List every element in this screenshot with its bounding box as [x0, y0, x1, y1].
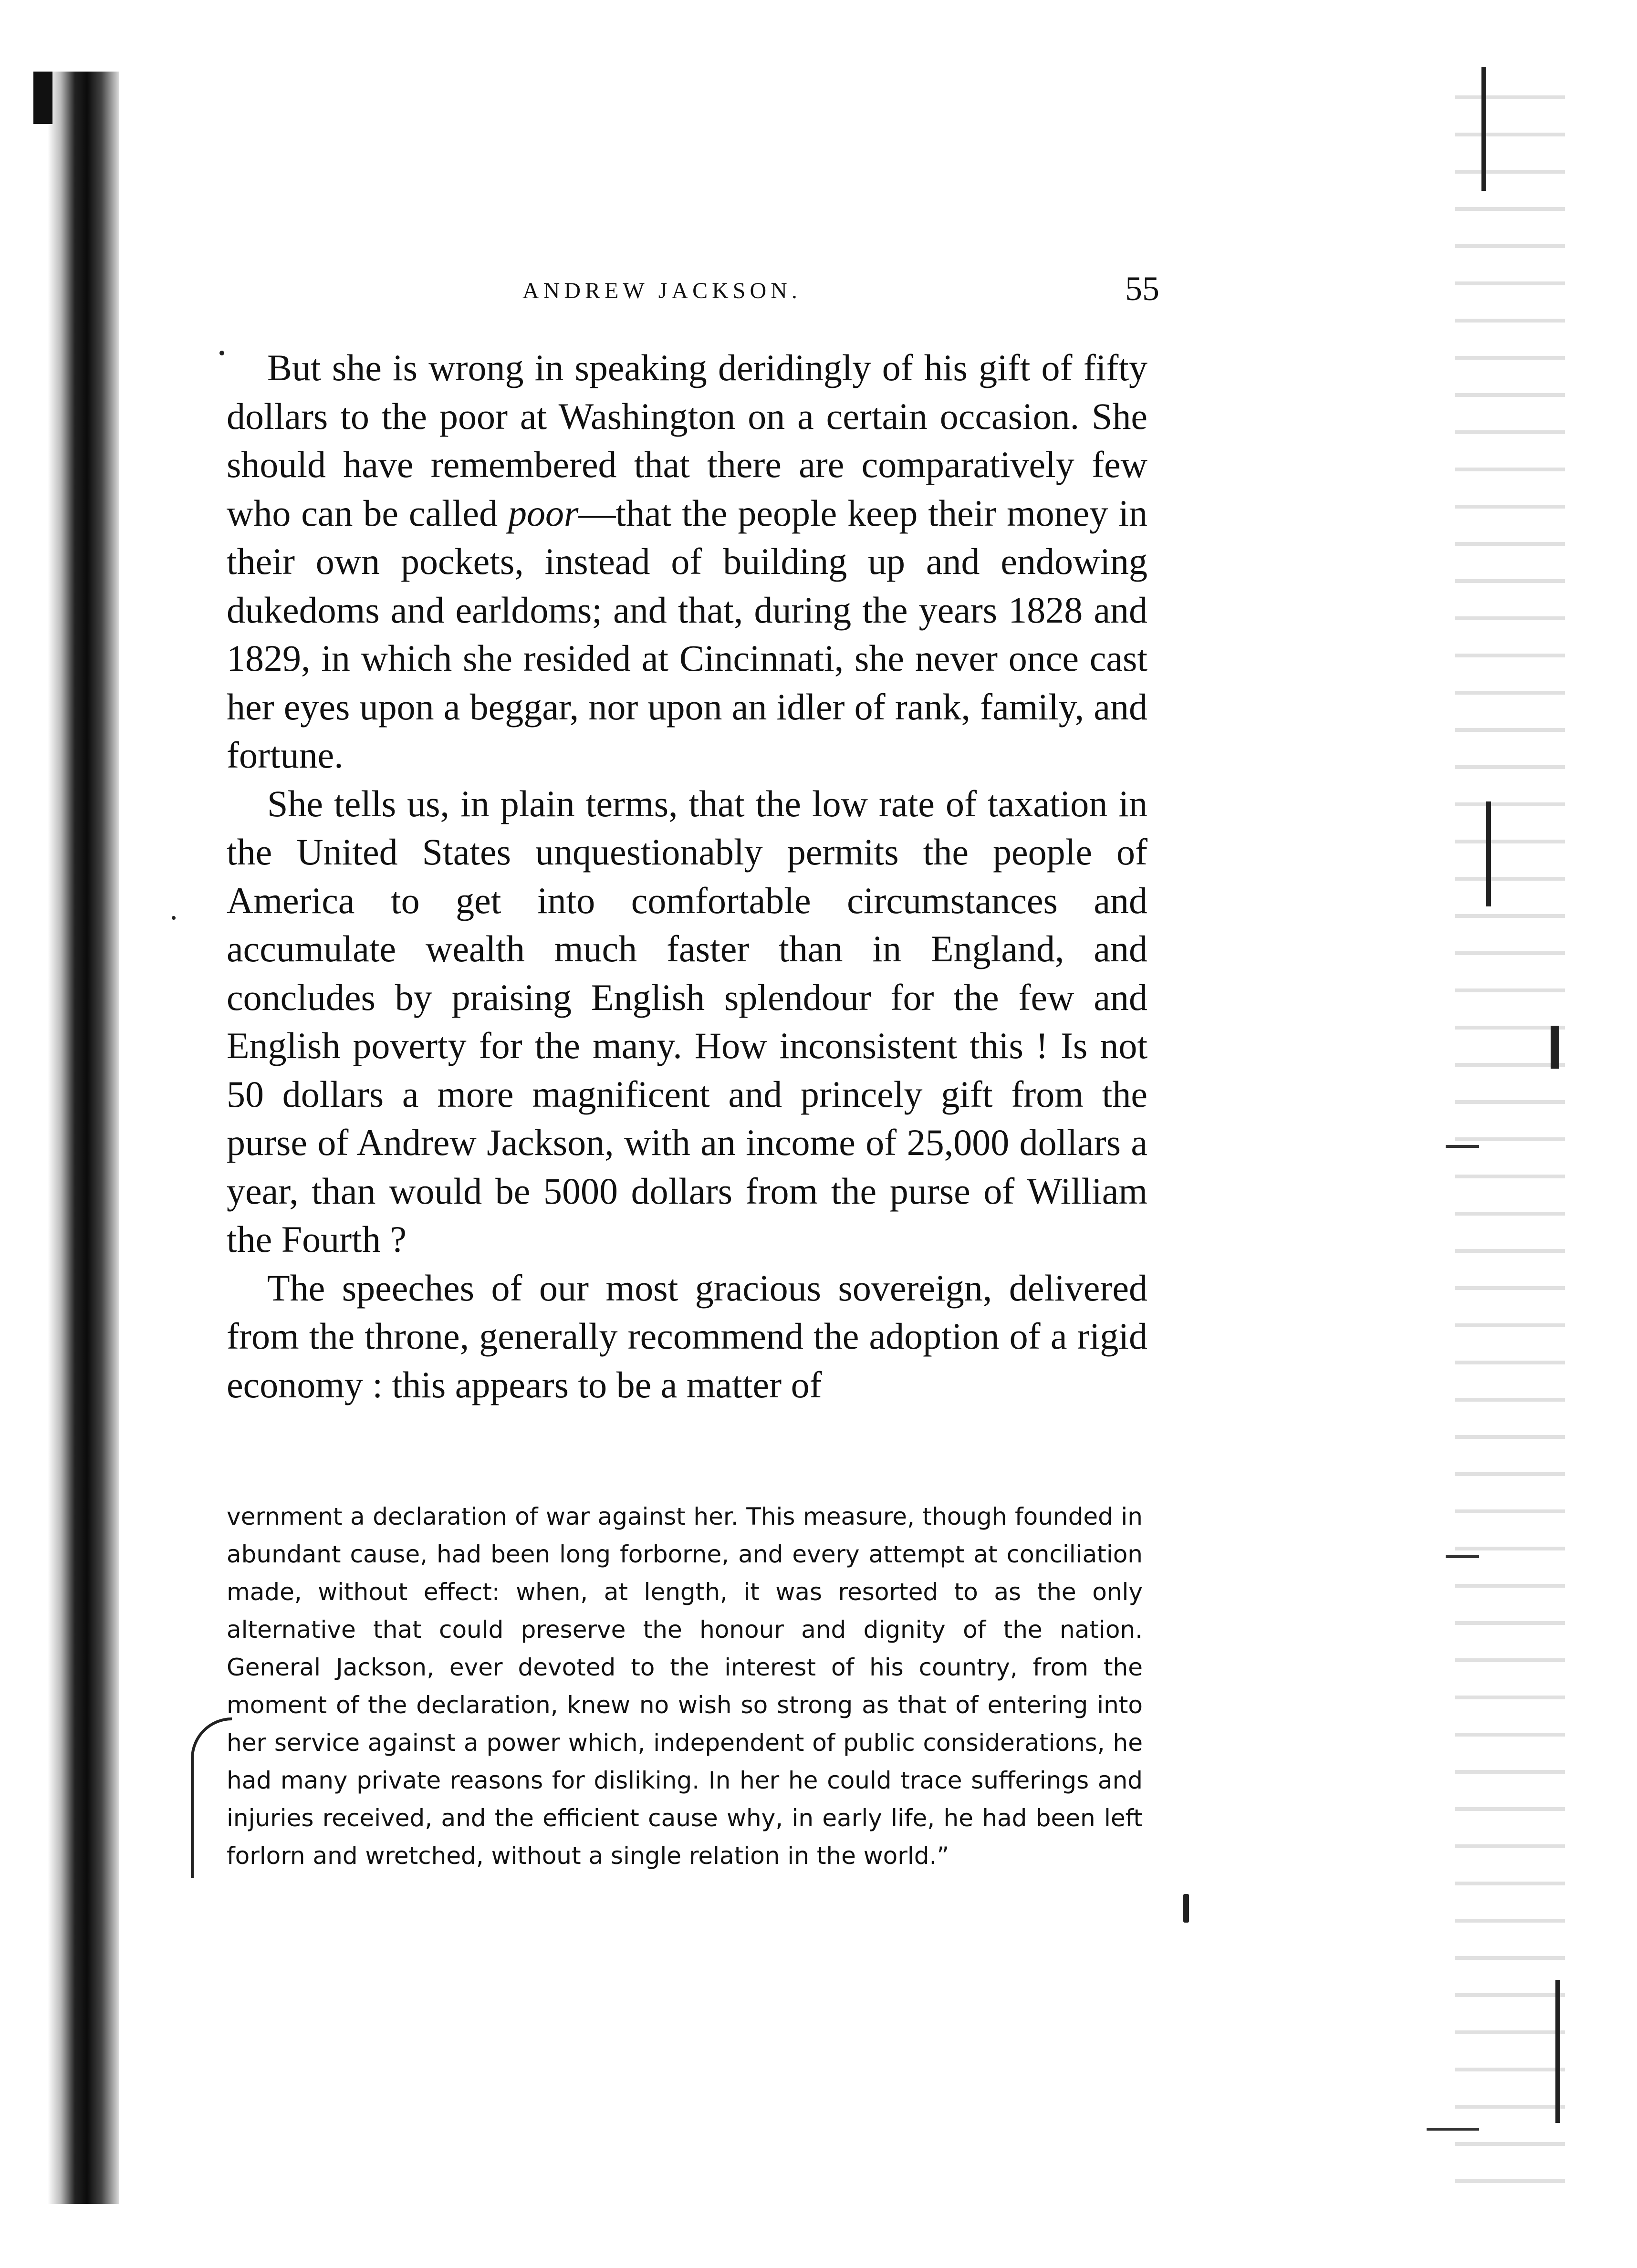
paragraph-text: But she is wrong in speaking deridingly of his gift of fifty dollars to the poor at Washington on a certain occasion. She should have remembered that there are comparatively few who can be called	[227, 347, 1147, 534]
right-edge-dash	[1446, 1555, 1479, 1558]
right-edge-line	[1486, 801, 1491, 906]
paragraph	[227, 343, 1147, 780]
handwritten-bracket-mark	[191, 1717, 232, 1878]
right-edge-line	[1555, 1980, 1560, 2123]
ink-speck	[1183, 1894, 1189, 1923]
ink-speck	[172, 916, 176, 920]
paragraph: She tells us, in plain terms, that the low rate of taxation in the United States unquestionably permits the people of America to get into comfortable circumstances and accumulate wealth much faster than in England, and concludes by praising English splendour for the few and English poverty for the many. How inconsistent this ! Is not 50 dollars a more magnificent and princely gift from the purse of Andrew Jackson, with an income of 25,000 dollars a year, than would be 5000 dollars from the purse of William the Fourth ?	[227, 782, 1147, 1260]
page-number: 55	[1125, 270, 1159, 308]
running-head: ANDREW JACKSON.	[522, 278, 802, 303]
left-binding-shadow	[48, 72, 119, 2204]
left-binding-mark	[33, 72, 52, 124]
right-edge-line	[1481, 67, 1486, 191]
footnote: vernment a declaration of war against her. This measure, though founded in abundant cause, had been long forborne, and every attempt at conciliation made, without effect: when, at length, it was resorted to as the only alternative that could preserve the honour and dignity of the nation. General Jackson, ever devoted to the interest of his country, from the moment of the declaration, knew no wish so strong as that of entering into her service against a power which, independent of public considerations, he had many private reasons for disliking. In her he could trace sufferings and injuries received, and the efficient cause why, in early life, he had been left forlorn and wretched, without a single relation in the world.”	[227, 1503, 1143, 1870]
right-edge-dash	[1446, 1145, 1479, 1148]
right-edge-dash	[1427, 2128, 1479, 2131]
paragraph-text: —that the people keep their money in their own pockets, instead of building up and endowing dukedoms and earldoms; and that, during the years 1828 and 1829, in which she resided at Cincinnati, she never once cast her eyes upon a beggar, nor upon an idler of rank, family, and fortune.	[227, 492, 1147, 776]
body-text	[227, 343, 1147, 1469]
paragraph: The speeches of our most gracious sovereign, delivered from the throne, generally recommend the adoption of a rigid economy : this appears to be a matter of	[227, 1267, 1147, 1405]
ink-speck	[219, 351, 224, 355]
emphasis-text: poor	[508, 492, 579, 534]
right-edge-line	[1551, 1026, 1559, 1069]
right-page-edge-bleed	[1455, 62, 1565, 2190]
